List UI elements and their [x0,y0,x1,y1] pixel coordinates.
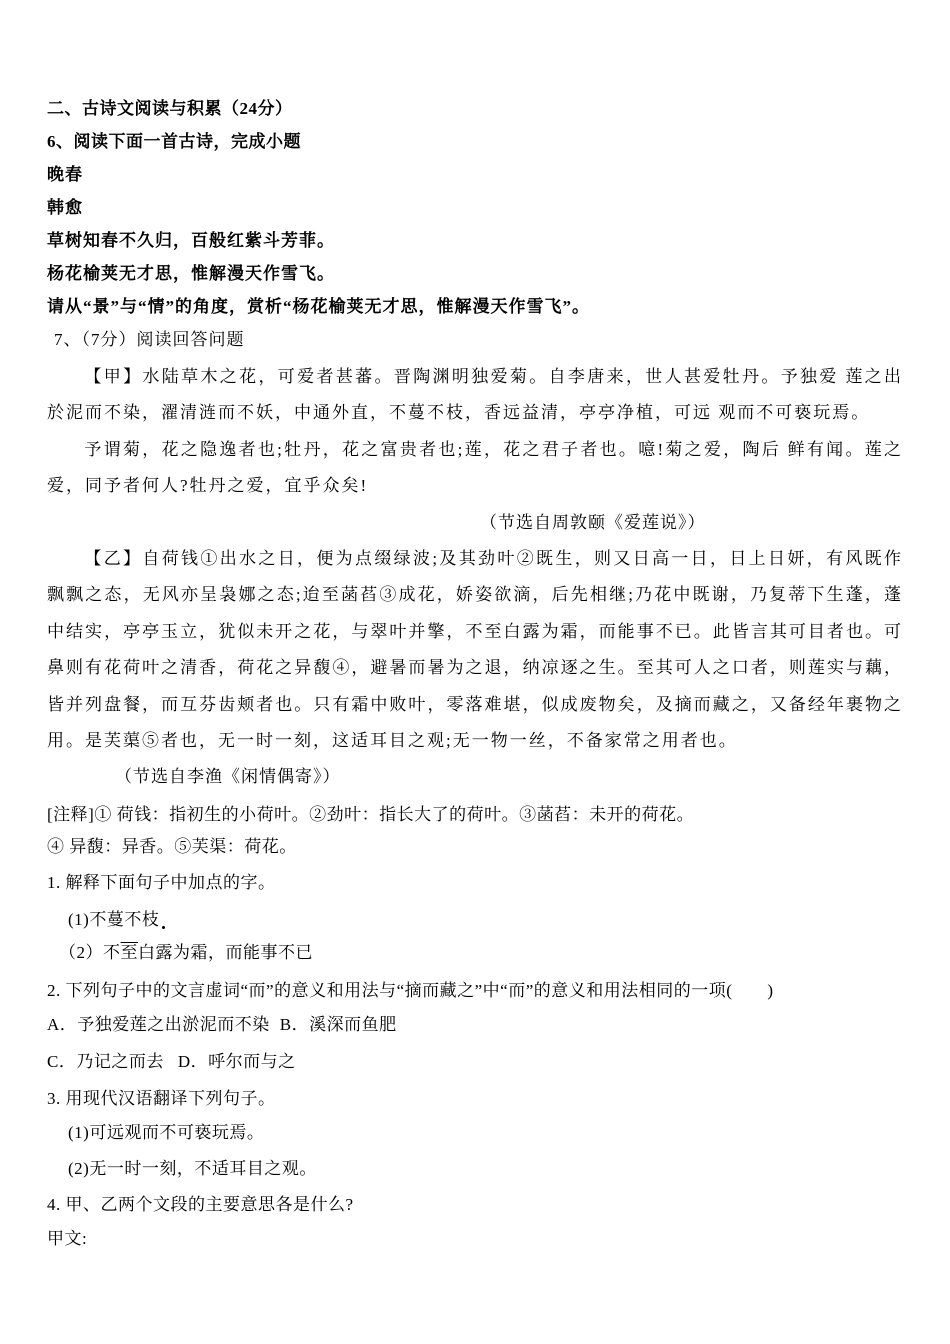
passage-jia-para2: 予谓菊，花之隐逸者也;牡丹，花之富贵者也;莲，花之君子者也。噫!菊之爱，陶后 鲜有闻。莲之爱，同予者何人?牡丹之爱，宜乎众矣! [47,439,903,496]
q6-prompt: 6、阅读下面一首古诗，完成小题 [47,132,301,151]
q7-sub1-item1-text: (1)不蔓不 [68,909,142,929]
option-b: B．溪深而鱼肥 [279,1014,397,1034]
q7-sub3-item2: (2)无一时一刻，不适耳目之观。 [68,1158,317,1178]
q7-sub1-item2-emphasized-char: 至 [120,942,138,962]
q7-sub1-item2-prefix: （2）不 [59,942,121,962]
passage-jia-para1: 【甲】水陆草木之花，可爱者甚蕃。晋陶渊明独爱菊。自李唐来，世人甚爱牡丹。予独爱 莲之出於泥而不染，濯清涟而不妖，中通外直，不蔓不枝，香远益清，亭亭净植，可远 观而不可亵玩焉。 [47,367,903,423]
poem-line-2: 杨花榆荚无才思，惟解漫天作雪飞。 [47,264,335,283]
option-d: D．呼尔而与之 [177,1051,296,1071]
poem-title: 晚春 [47,165,83,184]
q7-prompt: 7、（7分）阅读回答问题 [54,330,245,349]
q7-sub2-options-row2 [47,1045,903,1079]
q7-sub1-item2-suffix: 白露为霜，而能事不已 [138,942,313,962]
q7-sub2-label: 2. 下列句子中的文言虚词“而”的意义和用法与“摘而藏之”中“而”的意义和用法相同的一项( ) [47,980,774,1000]
passage-yi-source: （节选自李渔《闲情偶寄》） [115,767,341,787]
option-a: A．予独爱莲之出淤泥而不染 [47,1014,270,1034]
q6-task: 请从“景”与“情”的角度，赏析“杨花榆荚无才思，惟解漫天作雪飞”。 [47,297,590,316]
poem-author: 韩愈 [47,198,83,217]
passage-yi-para: 【乙】自荷钱①出水之日，便为点缀绿波;及其劲叶②既生，则又日高一日，日上日妍，有风既作飘飘之态，无风亦呈袅娜之态;迨至菡萏③成花，娇姿欲滴，后先相继;乃花中既谢，乃复蒂下生蓬，蓬中结实，亭亭玉立，犹似未开之花，与翠叶并擎，不至白露为霜，而能事不已。此皆言其可目者也。可鼻则有花荷叶之清香，荷花之异馥④，避暑而暑为之退，纳凉逐之生。至其可人之口者，则莲实与藕，皆并列盘餐，而互芬齿颊者也。只有霜中败叶，零落难堪，似成废物矣，及摘而藏之，又备经年裹物之用。是芙蕖⑤者也，无一时一刻，这适耳目之观;无一物一丝，不备家常之用者也。 [47,549,903,751]
poem-line-1: 草树知春不久归，百般红紫斗芳菲。 [47,231,335,250]
q7-sub3-item1: (1)可远观而不可亵玩焉。 [68,1122,265,1142]
q7-sub1-item1-emphasized-char: 枝 [141,909,160,929]
q7-sub4-label: 4. 甲、乙两个文段的主要意思各是什么? [47,1194,354,1214]
q7-sub1-item1 [47,903,903,936]
q7-sub1-item2 [47,936,903,969]
q7-sub4-answer-jia-label: 甲文: [47,1228,88,1248]
option-c: C．乃记之而去 [47,1051,164,1071]
q7-sub3-label: 3. 用现代汉语翻译下列句子。 [47,1088,276,1108]
q7-sub2-options-row1 [47,1008,903,1042]
q7-sub1-label: 1. 解释下面句子中加点的字。 [47,872,276,892]
notes-line-2: ④ 异馥：异香。⑤芙渠：荷花。 [47,837,297,857]
passage-jia-source: （节选自周敦颐《爱莲说》） [480,512,706,532]
notes-line-1: [注释]① 荷钱：指初生的小荷叶。②劲叶：指长大了的荷叶。③菡萏：未开的荷花。 [47,804,695,824]
section-header: 二、古诗文阅读与积累（24分） [47,99,293,118]
